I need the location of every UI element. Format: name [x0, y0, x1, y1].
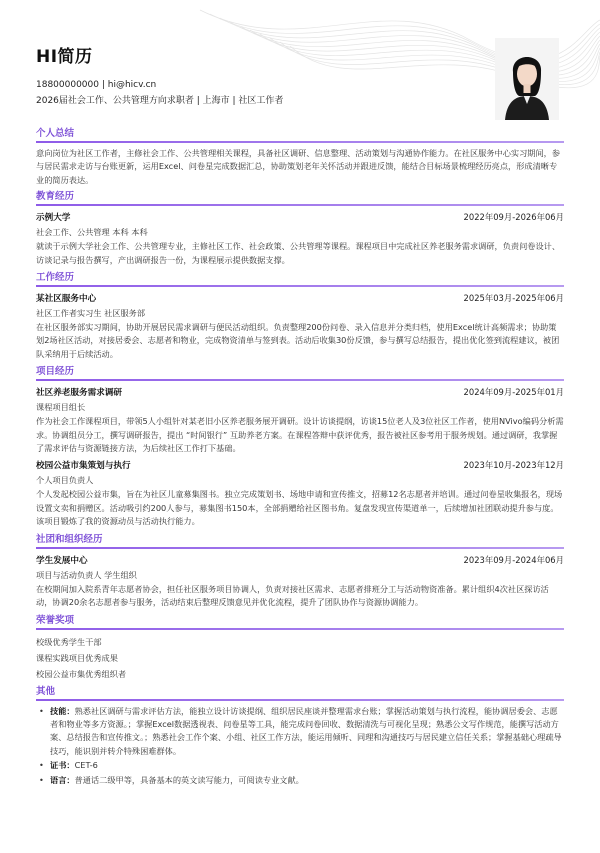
work-section: [36, 270, 564, 361]
project-name: 校园公益市集策划与执行: [36, 461, 131, 472]
contact-line: 18800000000 | hi@hicv.cn: [36, 80, 157, 90]
project-section: [36, 364, 564, 528]
skills-label: 技能：: [50, 705, 75, 716]
languages-label: 语言：: [50, 774, 75, 785]
section-title-awards: 荣誉奖项: [36, 614, 75, 626]
section-divider: [36, 379, 564, 381]
other-item-languages: [36, 774, 564, 787]
project-description: 个人发起校园公益市集，旨在为社区儿童募集图书。独立完成策划书、场地申请和宣传推文，招募12名志愿者并培训。通过问卷星收集报名，现场设置文卖和捐赠区。活动吸引约200人参与，募集图书150本，全部捐赠给社区图书角。复盘发现宣传渠道单一，后续增加社团联动提升参与度。该项目锻炼了我的资源动员与活动执行能力。: [36, 489, 563, 527]
certificates-text: CET-6: [74, 760, 98, 771]
awards-section: [36, 613, 564, 682]
education-date: 2022年09月-2026年06月: [463, 212, 564, 223]
company-name: 某社区服务中心: [36, 294, 97, 305]
campus-section: [36, 532, 564, 610]
campus-entry: [36, 553, 564, 610]
organization-name: 学生发展中心: [36, 555, 88, 566]
award-item: 校园公益市集优秀组织者: [36, 668, 127, 679]
resume-header: [36, 42, 456, 109]
award-item: 校级优秀学生干部: [36, 636, 102, 647]
project-description: 作为社会工作课程项目，带领5人小组针对某老旧小区养老服务展开调研。设计访谈提纲，访谈15位老人及3位社区工作者，使用NVivo编码分析需求。协调组员分工，撰写调研报告，提出 “时间银行” 互助养老方案。在课程答辩中获评优秀，报告被社区参考用于服务规划。通过调研，我掌握了需求评估与资源链接方法，为后续社区工作打下基础。: [36, 416, 564, 454]
section-title-education: 教育经历: [36, 191, 75, 203]
section-title-work: 工作经历: [36, 272, 75, 284]
education-entry: [36, 210, 564, 267]
section-title-summary: 个人总结: [36, 128, 75, 139]
skills-text: 熟悉社区调研与需求评估方法，能独立设计访谈提纲、组织居民座谈并整理需求台账；掌握活动策划与执行流程，能协调居委会、志愿者和物业等多方资源。；掌握Excel数据透视表、问卷星等工具，能完成问卷回收、数据清洗与可视化呈现；熟悉公文写作规范，能撰写活动方案、总结报告和宣传推文。；熟悉社会工作个案、小组、社区工作方法，能运用倾听、同理和沟通技巧与居民建立信任关系；掌握基础心理疏导技巧，能识别并转介特殊困难群体。: [50, 705, 562, 756]
other-item-certificates: [36, 759, 564, 772]
section-title-projects: 项目经历: [36, 366, 75, 378]
campus-date: 2023年09月-2024年06月: [463, 554, 564, 565]
candidate-name: HI简历: [36, 47, 93, 67]
section-divider: [36, 204, 564, 206]
education-section: [36, 189, 564, 267]
summary-section: [36, 126, 564, 187]
work-date: 2025年03月-2025年06月: [463, 293, 564, 304]
project-entry: [36, 385, 564, 455]
certificates-label: 证书：: [50, 760, 75, 771]
profile-photo: [495, 38, 559, 120]
project-date: 2023年10月-2023年12月: [463, 460, 564, 471]
other-section: [36, 684, 564, 787]
education-description: 就读于示例大学社会工作、公共管理专业，主修社区工作、社会政策、公共管理等课程。课程项目中完成社区养老服务需求调研，负责问卷设计、访谈记录与报告撰写，产出调研报告一份，为课程展示提供数据支撑。: [36, 241, 561, 265]
work-description: 在社区服务部实习期间，协助开展居民需求调研与便民活动组织。负责整理200份问卷、录入信息并分类归档，使用Excel统计高频需求；协助策划2场社区活动，对接居委会、志愿者和物业，完成物资清单与签到表。活动后收集30份反馈，参与撰写总结报告，提出优化签到流程建议，被团队采纳用于后续活动。: [36, 322, 560, 359]
work-entry: [36, 291, 564, 361]
project-role: 课程项目组长: [36, 402, 86, 413]
project-role: 个人项目负责人: [36, 475, 94, 486]
summary-text: 意向岗位为社区工作者，主修社会工作、公共管理相关课程，具备社区调研、信息整理、活动策划与沟通协作能力。在社区服务中心实习期间，参与居民需求走访与台账更新，运用Excel、问卷星完成数据汇总，协助策划老年关怀活动并跟进反馈，能结合目标场景梳理经历亮点，形成清晰专业的简历表达。: [36, 148, 561, 185]
resume-content: [36, 124, 564, 789]
section-divider: [36, 285, 564, 287]
section-divider: [36, 628, 564, 630]
project-name: 社区养老服务需求调研: [36, 388, 122, 399]
campus-description: 在校期间加入院系青年志愿者协会，担任社区服务项目协调人，负责对接社区需求、志愿者排班分工与活动物资准备。累计组织4次社区探访活动，协调20余名志愿者参与服务，活动结束后整理反馈意见并优化流程，提升了团队协作与资源协调能力。: [36, 583, 549, 608]
section-divider: [36, 547, 564, 549]
project-entry: [36, 458, 564, 528]
education-major: 社会工作、公共管理 本科 本科: [36, 227, 148, 238]
other-item-skills: [36, 705, 564, 759]
section-divider: [36, 141, 564, 143]
project-date: 2024年09月-2025年01月: [463, 387, 564, 398]
section-title-campus: 社团和组织经历: [36, 533, 103, 545]
languages-text: 普通话二级甲等，具备基本的英文读写能力，可阅读专业文献。: [74, 774, 304, 785]
section-title-other: 其他: [36, 685, 56, 697]
award-item: 课程实践项目优秀成果: [36, 652, 118, 663]
intent-line: 2026届社会工作、公共管理方向求职者 | 上海市 | 社区工作者: [36, 96, 284, 106]
school-name: 示例大学: [36, 213, 71, 224]
work-role: 社区工作者实习生 社区服务部: [36, 308, 146, 319]
campus-role: 项目与活动负责人 学生组织: [36, 569, 137, 580]
section-divider: [36, 699, 564, 701]
